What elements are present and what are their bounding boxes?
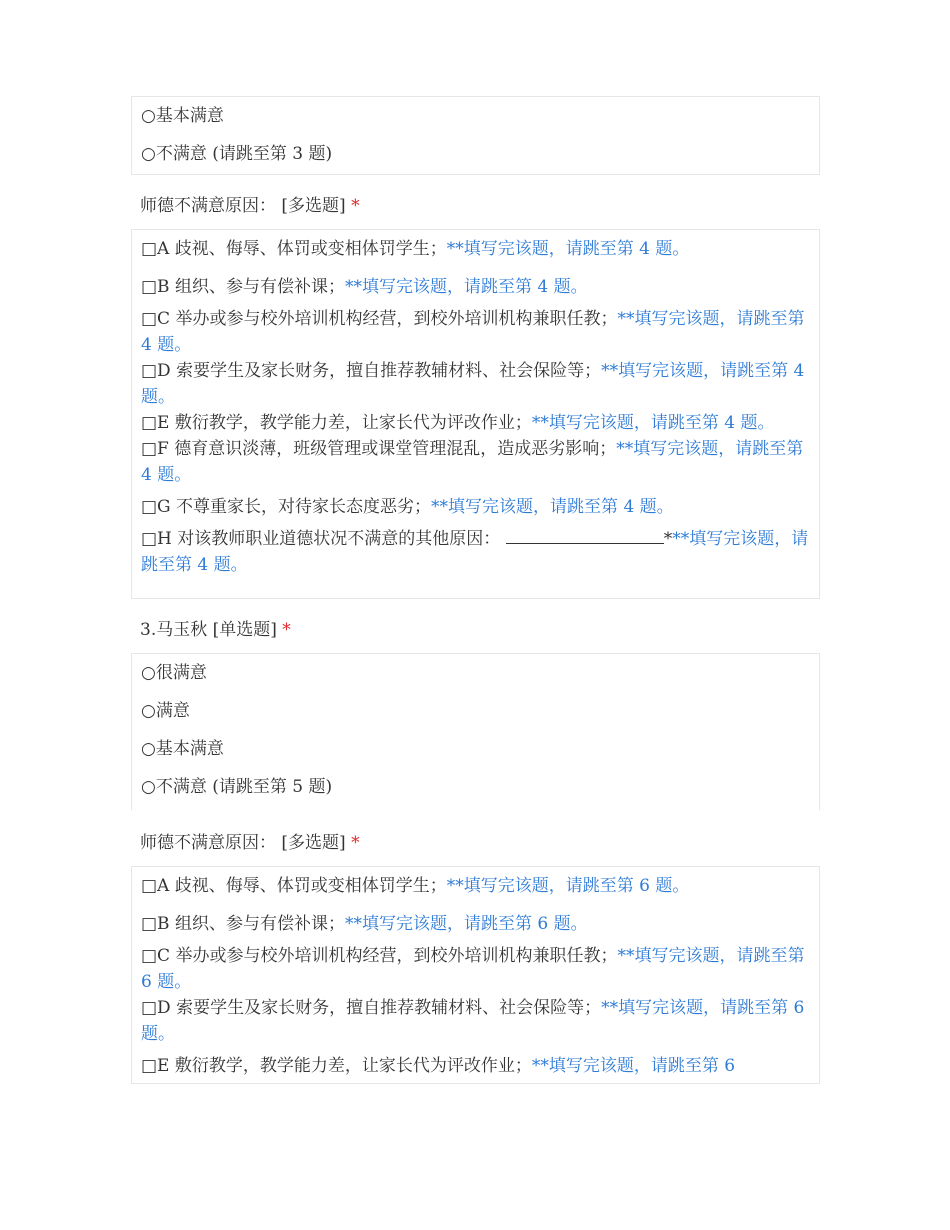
- jump-instruction: **填写完该题，请跳至第 4 题。: [141, 309, 805, 355]
- checkbox-option-g[interactable]: □G 不尊重家长，对待家长态度恶劣；**填写完该题，请跳至第 4 题。: [141, 497, 674, 517]
- checkbox-option-b[interactable]: □B 组织、参与有偿补课；**填写完该题，请跳至第 6 题。: [141, 914, 588, 934]
- checkbox-option-a[interactable]: □A 歧视、侮辱、体罚或变相体罚学生；**填写完该题，请跳至第 6 题。: [141, 876, 690, 896]
- question-title: [131, 193, 820, 219]
- jump-instruction: **填写完该题，请跳至第 4 题。: [446, 239, 690, 259]
- jump-instruction: **填写完该题，请跳至第 6 题。: [141, 998, 805, 1044]
- question-title-text: 3.马玉秋 [单选题]: [140, 620, 277, 640]
- checkbox-option-h[interactable]: □H 对该教师职业道德状况不满意的其他原因： ***填写完该题，请跳至第 4 题。: [141, 529, 809, 575]
- jump-instruction: **填写完该题，请跳至第 4 题。: [141, 361, 805, 407]
- radio-option-unsatisfied[interactable]: ○不满意 (请跳至第 3 题): [141, 144, 333, 164]
- checkbox-option-e[interactable]: □E 敷衍教学，教学能力差，让家长代为评改作业；**填写完该题，请跳至第 4 题。: [141, 413, 775, 433]
- radio-option-basic-satisfied[interactable]: ○基本满意: [141, 106, 224, 126]
- jump-instruction: **填写完该题，请跳至第 6 题。: [141, 946, 805, 992]
- checkbox-option-c[interactable]: □C 举办或参与校外培训机构经营，到校外培训机构兼职任教；**填写完该题，请跳至第 4 题。: [141, 309, 805, 355]
- jump-instruction: **填写完该题，请跳至第 6 题。: [344, 914, 588, 934]
- checkbox-option-e[interactable]: □E 敷衍教学，教学能力差，让家长代为评改作业；**填写完该题，请跳至第 6: [141, 1056, 736, 1076]
- checkbox-option-d[interactable]: □D 索要学生及家长财务，擅自推荐教辅材料、社会保险等；**填写完该题，请跳至第 6 题。: [141, 998, 805, 1044]
- radio-option-unsatisfied[interactable]: ○不满意 (请跳至第 5 题): [141, 777, 333, 797]
- question-title: [131, 617, 820, 643]
- jump-instruction: **填写完该题，请跳至第 4 题。: [141, 529, 809, 575]
- jump-instruction: **填写完该题，请跳至第 4 题。: [531, 413, 775, 433]
- jump-instruction: **填写完该题，请跳至第 6 题。: [446, 876, 690, 896]
- q3-options-box: [131, 653, 820, 810]
- required-marker: *: [282, 620, 291, 640]
- question-title-text: 师德不满意原因： [多选题]: [140, 196, 346, 216]
- radio-option-very-satisfied[interactable]: ○很满意: [141, 663, 207, 683]
- question-title: [131, 830, 820, 856]
- jump-instruction: **填写完该题，请跳至第 4 题。: [431, 497, 674, 517]
- radio-option-satisfied[interactable]: ○满意: [141, 701, 190, 721]
- required-marker: *: [351, 196, 360, 216]
- other-reason-input[interactable]: [506, 527, 664, 544]
- q1-options-box: [131, 96, 820, 175]
- checkbox-option-d[interactable]: □D 索要学生及家长财务，擅自推荐教辅材料、社会保险等；**填写完该题，请跳至第 4 题。: [141, 361, 805, 407]
- q2-options-box: [131, 229, 820, 599]
- jump-instruction: **填写完该题，请跳至第 4 题。: [344, 277, 588, 297]
- checkbox-option-c[interactable]: □C 举办或参与校外培训机构经营，到校外培训机构兼职任教；**填写完该题，请跳至第 6 题。: [141, 946, 805, 992]
- checkbox-option-a[interactable]: □A 歧视、侮辱、体罚或变相体罚学生；**填写完该题，请跳至第 4 题。: [141, 239, 690, 259]
- required-marker: *: [351, 833, 360, 853]
- survey-page: [131, 96, 820, 1084]
- radio-option-basic-satisfied[interactable]: ○基本满意: [141, 739, 224, 759]
- jump-instruction: **填写完该题，请跳至第 6: [531, 1056, 736, 1076]
- question-title-text: 师德不满意原因： [多选题]: [140, 833, 346, 853]
- jump-instruction: **填写完该题，请跳至第 4 题。: [141, 439, 804, 485]
- checkbox-option-f[interactable]: □F 德育意识淡薄，班级管理或课堂管理混乱，造成恶劣影响；**填写完该题，请跳至第 4 题。: [141, 439, 804, 485]
- checkbox-option-b[interactable]: □B 组织、参与有偿补课；**填写完该题，请跳至第 4 题。: [141, 277, 588, 297]
- q4-options-box: [131, 866, 820, 1084]
